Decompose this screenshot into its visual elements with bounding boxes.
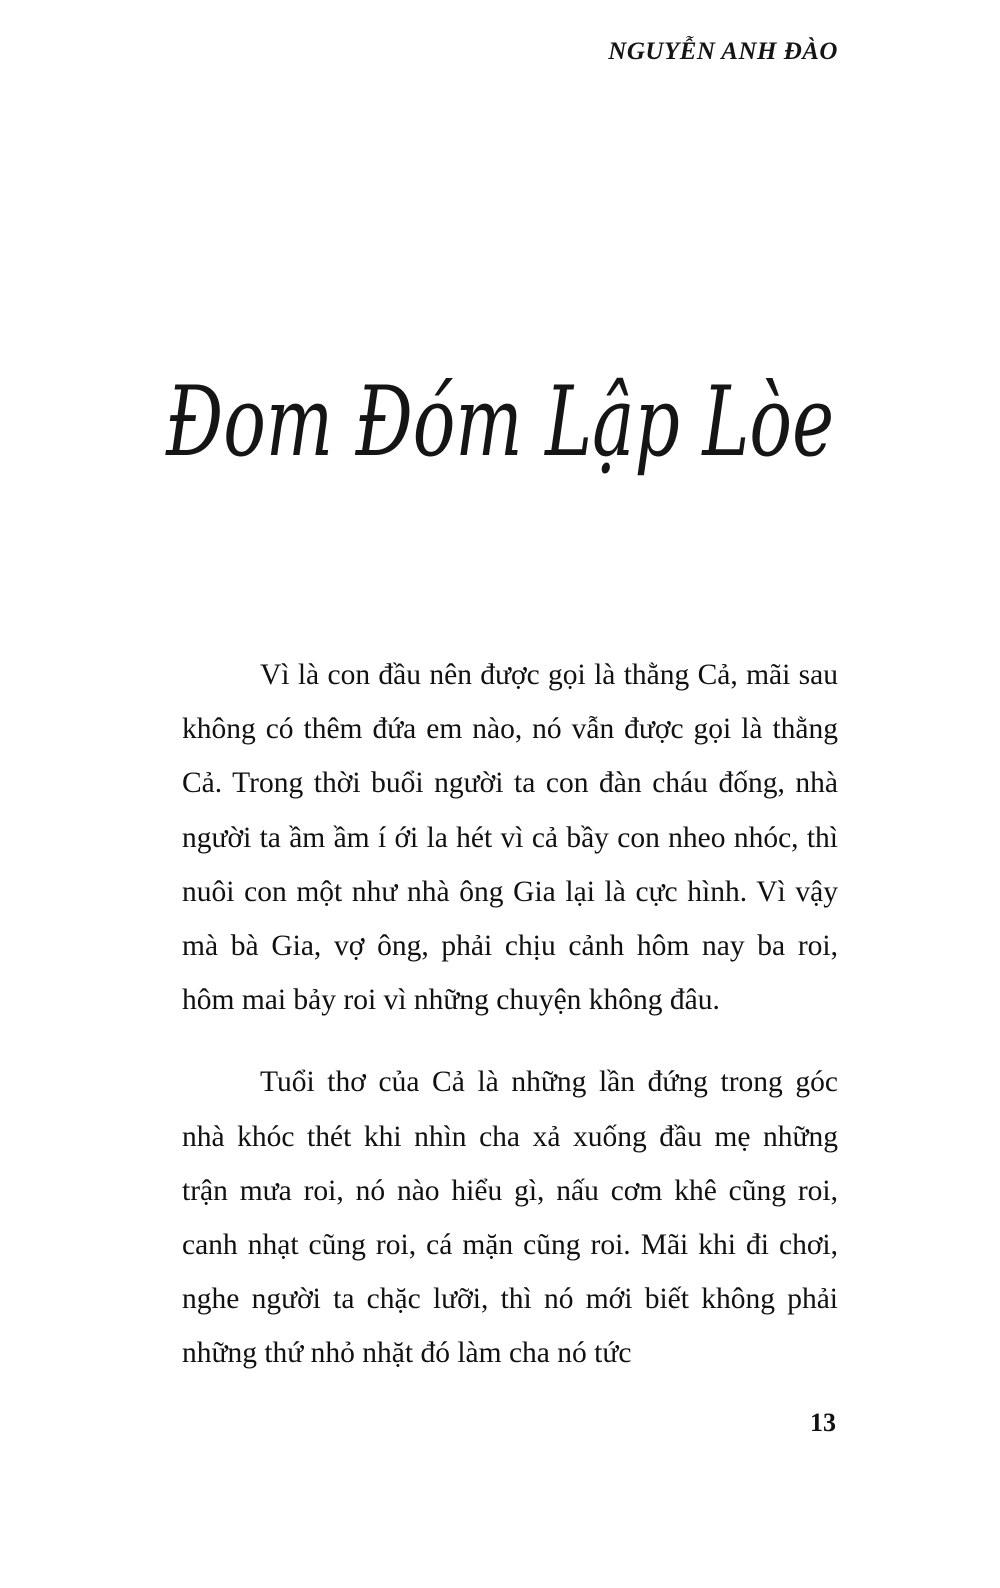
body-text [182,648,838,1381]
chapter-title-text: Đom Đóm Lập Lòe [165,366,835,478]
page-number: 13 [810,1408,836,1437]
chapter-title [166,350,846,500]
paragraph-2: Tuổi thơ của Cả là những lần đứng trong góc nhà khóc thét khi nhìn cha xả xuống đầu mẹ những trận mưa roi, nó nào hiểu gì, nấu cơm khê cũng roi, canh nhạt cũng roi, cá mặn cũng roi. Mãi khi đi chơi, nghe người ta chặc lưỡi, thì nó mới biết không phải những thứ nhỏ nhặt đó làm cha nó tức [182,1066,838,1370]
paragraph-1: Vì là con đầu nên được gọi là thằng Cả, mãi sau không có thêm đứa em nào, nó vẫn được gọi là thằng Cả. Trong thời buổi người ta con đàn cháu đống, nhà người ta ầm ầm í ới la hét vì cả bầy con nheo nhóc, thì nuôi con một như nhà ông Gia lại là cực hình. Vì vậy mà bà Gia, vợ ông, phải chịu cảnh hôm nay ba roi, hôm mai bảy roi vì những chuyện không đâu. [182,659,838,1017]
chapter-title-lettering [166,350,846,500]
running-header-author: NGUYỄN ANH ĐÀO [608,38,838,65]
